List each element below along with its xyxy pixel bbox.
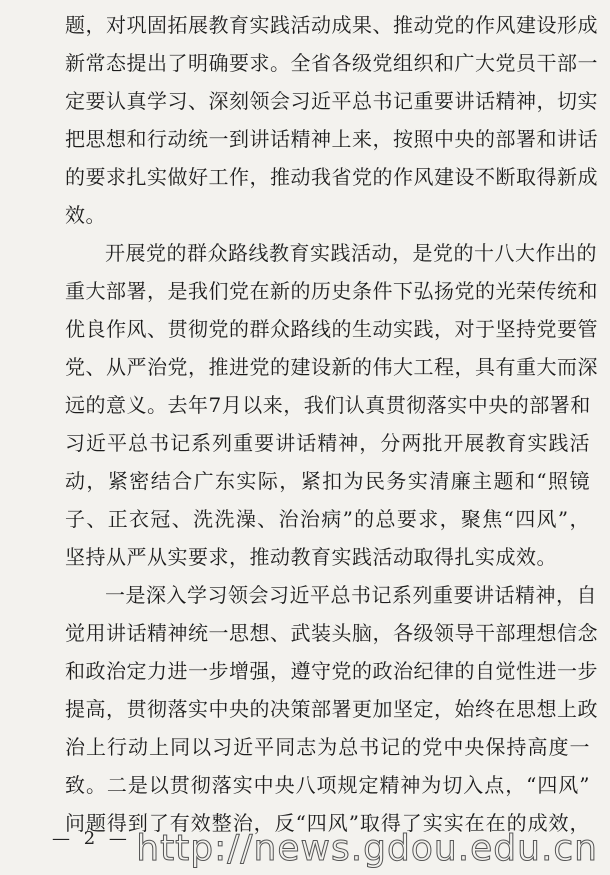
text-line: 动，紧密结合广东实际，紧扣为民务实清廉主题和“照镜 [65,469,590,493]
body-text [65,6,598,842]
text-line: 重大部署，是我们党在新的历史条件下弘扬党的光荣传统和 [65,279,598,303]
text-line: 优良作风、贯彻党的群众路线的生动实践，对于坚持党要管 [65,317,598,341]
text-line: 党、从严治党，推进党的建设新的伟大工程，具有重大而深 [65,355,598,379]
text-line: 和政治定力进一步增强，遵守党的政治纪律的自觉性进一步 [65,659,598,683]
text-line: 新常态提出了明确要求。全省各级党组织和广大党员干部一 [65,51,598,75]
text-line: 问题得到了有效整治，反“四风”取得了实实在在的成效， [65,811,590,835]
text-line: 习近平总书记系列重要讲话精神，分两批开展教育实践活 [65,431,590,455]
watermark: http://news.gdou.edu.cn [136,828,598,869]
text-line: 把思想和行动统一到讲话精神上来，按照中央的部署和讲话 [65,127,598,151]
text-line: 效。 [65,203,106,227]
page-number: — 2 — [52,828,131,849]
text-line: 致。二是以贯彻落实中央八项规定精神为切入点，“四风” [65,773,590,797]
text-line: 定要认真学习、深刻领会习近平总书记重要讲话精神，切实 [65,89,598,113]
text-line: 坚持从严从实要求，推动教育实践活动取得扎实成效。 [65,545,557,569]
text-line: 提高，贯彻落实中央的决策部署更加坚定，始终在思想上政 [65,697,598,721]
text-line: 的要求扎实做好工作，推动我省党的作风建设不断取得新成 [65,165,598,189]
text-line: 觉用讲话精神统一思想、武装头脑，各级领导干部理想信念 [65,621,598,645]
paragraph-start: 开展党的群众路线教育实践活动，是党的十八大作出的 [105,241,597,265]
text-line: 子、正衣冠、洗洗澡、治治病”的总要求，聚焦“四风”， [65,507,590,531]
text-line: 题，对巩固拓展教育实践活动成果、推动党的作风建设形成 [65,13,598,37]
paragraph-start: 一是深入学习领会习近平总书记系列重要讲话精神，自 [105,583,597,607]
text-line: 远的意义。去年7月以来，我们认真贯彻落实中央的部署和 [65,393,591,417]
text-line: 治上行动上同以习近平同志为总书记的党中央保持高度一 [65,735,590,759]
